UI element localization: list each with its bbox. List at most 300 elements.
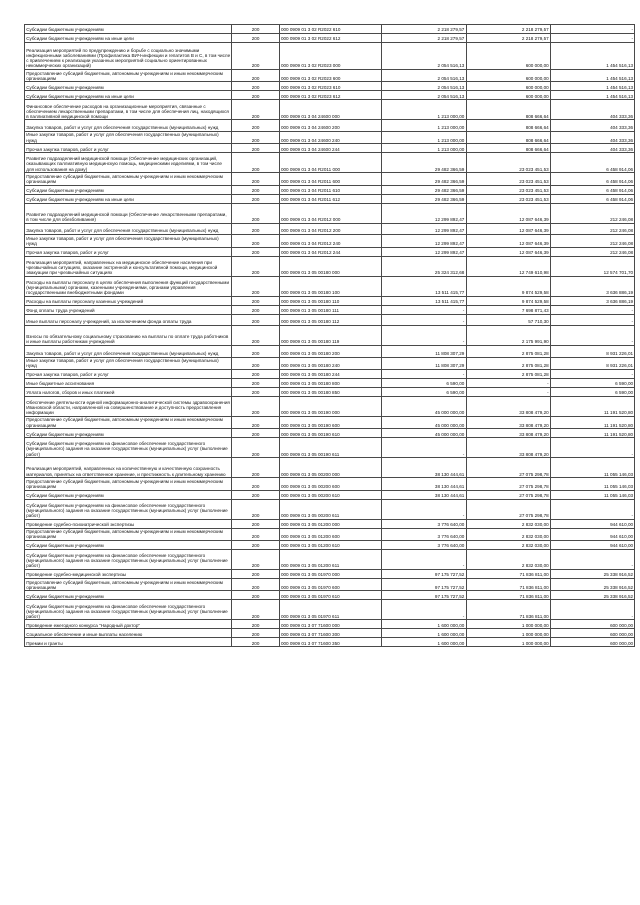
row-executed-amount: - (466, 378, 550, 387)
row-name: Проведение судебно-психиатрической экспертизы (25, 519, 232, 528)
row-approved-amount: 29 482 366,59 (382, 153, 466, 173)
row-approved-amount: - (382, 600, 466, 620)
table-row (25, 82, 635, 91)
row-approved-amount: 6 590,00 (382, 378, 466, 387)
row-line-code: 200 (232, 34, 279, 43)
row-budget-code: 000 0909 01 3 04 R2012 240 (279, 235, 381, 247)
row-budget-code: 000 0909 01 3 05 01200 600 (279, 528, 381, 540)
row-executed-amount: 2 875 081,28 (466, 357, 550, 369)
row-approved-amount: 2 054 516,13 (382, 70, 466, 82)
row-name: Развитие подразделений медицинской помощи (Обеспечение лекарственными препаратами, в том числе для обезболивания) (25, 203, 232, 223)
row-line-code: 200 (232, 519, 279, 528)
table-row (25, 438, 635, 458)
table-row (25, 120, 635, 132)
row-line-code: 200 (232, 378, 279, 387)
row-line-code: 200 (232, 305, 279, 314)
row-name: Предоставление субсидий бюджетным, автономным учреждениям и иным некоммерческим организациям (25, 416, 232, 428)
row-unexecuted-amount: 11 055 146,03 (550, 458, 634, 478)
row-executed-amount: 9 874 529,58 (466, 276, 550, 296)
row-unexecuted-amount: 212 246,08 (550, 247, 634, 256)
row-name: Субсидии бюджетным учреждениям на финансовое обеспечение государственного (муниципального) задания на оказание государственных (муниципальных) услуг (выполнение работ) (25, 600, 232, 620)
table-row (25, 378, 635, 387)
row-budget-code: 000 0909 01 3 04 R2011 612 (279, 194, 381, 203)
row-budget-code: 000 0909 01 3 04 R2011 000 (279, 153, 381, 173)
row-unexecuted-amount: 600 000,00 (550, 620, 634, 629)
row-name: Уплата налогов, сборов и иных платежей (25, 387, 232, 396)
row-budget-code: 000 0909 01 3 05 00190 611 (279, 438, 381, 458)
row-approved-amount: 97 175 727,52 (382, 591, 466, 600)
row-line-code: 200 (232, 346, 279, 358)
row-budget-code: 000 0909 01 3 02 R2022 612 (279, 34, 381, 43)
row-name: Субсидии бюджетным учреждениям (25, 185, 232, 194)
row-line-code: 200 (232, 43, 279, 70)
row-line-code: 200 (232, 82, 279, 91)
row-budget-code: 000 0909 01 3 04 24600 244 (279, 144, 381, 153)
row-name: Субсидии бюджетным учреждениям (25, 429, 232, 438)
table-row (25, 305, 635, 314)
row-budget-code: 000 0909 01 3 02 R2023 610 (279, 82, 381, 91)
row-line-code: 200 (232, 629, 279, 638)
row-name: Иные бюджетные ассигнования (25, 378, 232, 387)
row-executed-amount: 27 075 298,78 (466, 499, 550, 519)
row-approved-amount: 2 218 279,57 (382, 34, 466, 43)
row-unexecuted-amount: 212 246,08 (550, 235, 634, 247)
row-line-code: 200 (232, 91, 279, 100)
row-approved-amount: 45 000 000,00 (382, 416, 466, 428)
row-unexecuted-amount: 11 055 146,03 (550, 478, 634, 490)
budget-report-page (24, 24, 634, 647)
row-budget-code: 000 0909 01 3 02 R2022 610 (279, 25, 381, 34)
row-executed-amount: 23 023 451,53 (466, 185, 550, 194)
row-name: Проведение ежегодного конкурса "Народный доктор" (25, 620, 232, 629)
row-line-code: 200 (232, 528, 279, 540)
row-executed-amount: 2 875 081,28 (466, 369, 550, 378)
row-name: Закупка товаров, работ и услуг для обеспечения государственных (муниципальных) нужд (25, 223, 232, 235)
row-unexecuted-amount: - (550, 326, 634, 346)
row-budget-code: 000 0909 01 3 05 01200 000 (279, 519, 381, 528)
row-name: Прочая закупка товаров, работ и услуг (25, 144, 232, 153)
row-budget-code: 000 0909 01 3 05 00180 119 (279, 326, 381, 346)
row-line-code: 200 (232, 458, 279, 478)
row-budget-code: 000 0909 01 3 04 24600 200 (279, 120, 381, 132)
row-budget-code: 000 0909 01 3 04 R2012 000 (279, 203, 381, 223)
table-row (25, 43, 635, 70)
row-budget-code: 000 0909 01 3 04 24600 000 (279, 100, 381, 120)
row-budget-code: 000 0909 01 3 05 00180 200 (279, 346, 381, 358)
row-budget-code: 000 0909 01 3 05 00180 111 (279, 305, 381, 314)
row-unexecuted-amount: 6 590,00 (550, 387, 634, 396)
row-line-code: 200 (232, 120, 279, 132)
row-unexecuted-amount: 404 333,36 (550, 120, 634, 132)
table-row (25, 296, 635, 305)
row-budget-code: 000 0909 01 3 04 R2012 200 (279, 223, 381, 235)
row-unexecuted-amount: 1 454 516,13 (550, 70, 634, 82)
table-row (25, 173, 635, 185)
row-name: Субсидии бюджетным учреждениям на финансовое обеспечение государственного (муниципального) задания на оказание государственных (муниципальных) услуг (выполнение работ) (25, 499, 232, 519)
row-budget-code: 000 0909 01 3 04 R2012 244 (279, 247, 381, 256)
row-budget-code: 000 0909 01 3 05 00190 610 (279, 429, 381, 438)
row-unexecuted-amount: - (550, 369, 634, 378)
row-line-code: 200 (232, 387, 279, 396)
row-approved-amount: - (382, 369, 466, 378)
row-executed-amount: 2 218 279,57 (466, 25, 550, 34)
table-row (25, 416, 635, 428)
row-approved-amount: 25 324 312,68 (382, 256, 466, 276)
table-row (25, 519, 635, 528)
table-row (25, 541, 635, 550)
row-unexecuted-amount: - (550, 438, 634, 458)
row-budget-code: 000 0909 01 3 04 R2011 600 (279, 173, 381, 185)
table-row (25, 620, 635, 629)
row-line-code: 200 (232, 369, 279, 378)
row-line-code: 200 (232, 296, 279, 305)
row-executed-amount: 2 832 030,00 (466, 550, 550, 570)
row-approved-amount: - (382, 326, 466, 346)
row-executed-amount: 27 075 298,78 (466, 458, 550, 478)
row-budget-code: 000 0909 01 3 05 01970 611 (279, 600, 381, 620)
row-budget-code: 000 0909 01 3 05 00200 000 (279, 458, 381, 478)
row-budget-code: 000 0909 01 3 05 00200 610 (279, 490, 381, 499)
row-name: Субсидии бюджетным учреждениям (25, 82, 232, 91)
table-row (25, 194, 635, 203)
row-executed-amount: 57 710,30 (466, 314, 550, 326)
row-budget-code: 000 0909 01 3 05 00180 850 (279, 387, 381, 396)
row-unexecuted-amount: 1 454 516,13 (550, 82, 634, 91)
row-approved-amount: 38 130 444,61 (382, 458, 466, 478)
row-approved-amount: 29 482 366,59 (382, 173, 466, 185)
row-unexecuted-amount: - (550, 600, 634, 620)
row-executed-amount: 27 075 298,78 (466, 490, 550, 499)
row-line-code: 200 (232, 438, 279, 458)
row-line-code: 200 (232, 570, 279, 579)
row-line-code: 200 (232, 550, 279, 570)
row-budget-code: 000 0909 01 3 05 01200 610 (279, 541, 381, 550)
row-line-code: 200 (232, 600, 279, 620)
row-budget-code: 000 0909 01 3 02 R2023 612 (279, 91, 381, 100)
row-approved-amount: 12 299 892,47 (382, 203, 466, 223)
row-executed-amount: 12 087 646,39 (466, 235, 550, 247)
row-line-code: 200 (232, 478, 279, 490)
table-row (25, 499, 635, 519)
row-approved-amount: - (382, 499, 466, 519)
row-unexecuted-amount: 25 338 916,52 (550, 591, 634, 600)
row-name: Проведение судебно-медицинской экспертизы (25, 570, 232, 579)
row-executed-amount: 23 023 451,53 (466, 194, 550, 203)
row-approved-amount: 13 511 415,77 (382, 296, 466, 305)
row-unexecuted-amount: 8 931 226,01 (550, 357, 634, 369)
row-unexecuted-amount: 25 338 916,52 (550, 570, 634, 579)
row-unexecuted-amount: 212 246,08 (550, 203, 634, 223)
row-unexecuted-amount: 600 000,00 (550, 638, 634, 647)
row-executed-amount: 2 832 030,00 (466, 528, 550, 540)
row-executed-amount: 2 175 991,90 (466, 326, 550, 346)
row-approved-amount: 1 213 000,00 (382, 120, 466, 132)
row-line-code: 200 (232, 173, 279, 185)
row-executed-amount: 33 808 479,20 (466, 438, 550, 458)
table-row (25, 223, 635, 235)
row-name: Субсидии бюджетным учреждениям (25, 591, 232, 600)
row-executed-amount: 71 836 811,00 (466, 570, 550, 579)
row-name: Обеспечение деятельности единой информационно-аналитической системы здравоохранения Ивановской области, направленной на совершенствование и доступность предоставления информации (25, 396, 232, 416)
row-name: Расходы на выплаты персоналу в целях обеспечения выполнения функций государственными (муниципальными) органами, казенными учреждениями, органами управления государственными внебюджетными фондами (25, 276, 232, 296)
table-row (25, 276, 635, 296)
row-unexecuted-amount: - (550, 34, 634, 43)
row-executed-amount: 33 808 479,20 (466, 416, 550, 428)
row-executed-amount: 71 836 811,00 (466, 600, 550, 620)
row-budget-code: 000 0909 01 3 05 00190 000 (279, 396, 381, 416)
row-approved-amount: 45 000 000,00 (382, 429, 466, 438)
row-approved-amount: 1 600 000,00 (382, 620, 466, 629)
row-name: Премии и гранты (25, 638, 232, 647)
row-unexecuted-amount: 6 458 914,06 (550, 194, 634, 203)
row-budget-code: 000 0909 01 3 07 71600 000 (279, 620, 381, 629)
table-row (25, 203, 635, 223)
row-approved-amount: 38 130 444,61 (382, 478, 466, 490)
row-name: Расходы на выплаты персоналу казенных учреждений (25, 296, 232, 305)
row-line-code: 200 (232, 70, 279, 82)
row-name: Субсидии бюджетным учреждениям (25, 490, 232, 499)
budget-execution-table (24, 24, 635, 647)
row-line-code: 200 (232, 620, 279, 629)
row-approved-amount: 2 054 516,13 (382, 43, 466, 70)
table-row (25, 235, 635, 247)
row-executed-amount: 600 000,00 (466, 91, 550, 100)
row-executed-amount: 33 808 479,20 (466, 396, 550, 416)
row-name: Иные закупки товаров, работ и услуг для обеспечения государственных (муниципальных) нужд (25, 235, 232, 247)
row-budget-code: 000 0909 01 3 05 00180 240 (279, 357, 381, 369)
row-approved-amount: 45 000 000,00 (382, 396, 466, 416)
row-unexecuted-amount: 404 333,36 (550, 100, 634, 120)
row-name: Субсидии бюджетным учреждениям на иные цели (25, 91, 232, 100)
row-line-code: 200 (232, 256, 279, 276)
table-row (25, 91, 635, 100)
row-name: Закупка товаров, работ и услуг для обеспечения государственных (муниципальных) нужд (25, 346, 232, 358)
row-line-code: 200 (232, 144, 279, 153)
table-row (25, 528, 635, 540)
row-approved-amount: 29 482 366,59 (382, 185, 466, 194)
row-name: Предоставление субсидий бюджетным, автономным учреждениям и иным некоммерческим организациям (25, 528, 232, 540)
row-executed-amount: 27 075 298,78 (466, 478, 550, 490)
row-line-code: 200 (232, 100, 279, 120)
row-unexecuted-amount: 3 636 886,19 (550, 296, 634, 305)
table-row (25, 247, 635, 256)
row-unexecuted-amount: 944 610,00 (550, 519, 634, 528)
row-unexecuted-amount: 1 454 516,13 (550, 91, 634, 100)
row-unexecuted-amount: 6 590,00 (550, 378, 634, 387)
table-row (25, 629, 635, 638)
row-unexecuted-amount: 404 333,36 (550, 144, 634, 153)
table-row (25, 458, 635, 478)
table-row (25, 314, 635, 326)
row-unexecuted-amount: - (550, 499, 634, 519)
row-line-code: 200 (232, 203, 279, 223)
row-unexecuted-amount: - (550, 25, 634, 34)
row-name: Предоставление субсидий бюджетным, автономным учреждениям и иным некоммерческим организациям (25, 478, 232, 490)
row-executed-amount: 1 000 000,00 (466, 638, 550, 647)
row-line-code: 200 (232, 591, 279, 600)
table-row (25, 153, 635, 173)
row-budget-code: 000 0909 01 3 05 01970 610 (279, 591, 381, 600)
row-executed-amount: 23 023 451,53 (466, 153, 550, 173)
row-budget-code: 000 0909 01 3 05 00180 110 (279, 296, 381, 305)
row-unexecuted-amount: 6 458 914,06 (550, 173, 634, 185)
table-row (25, 256, 635, 276)
row-name: Предоставление субсидий бюджетным, автономным учреждениям и иным некоммерческим организациям (25, 579, 232, 591)
row-name: Фонд оплаты труда учреждений (25, 305, 232, 314)
table-row (25, 638, 635, 647)
row-line-code: 200 (232, 276, 279, 296)
row-budget-code: 000 0909 01 3 07 71600 350 (279, 638, 381, 647)
table-row (25, 570, 635, 579)
row-budget-code: 000 0909 01 3 02 R2023 600 (279, 70, 381, 82)
row-approved-amount: 2 218 279,57 (382, 25, 466, 34)
row-budget-code: 000 0909 01 3 05 00200 600 (279, 478, 381, 490)
row-unexecuted-amount: 944 610,00 (550, 541, 634, 550)
row-approved-amount: 6 590,00 (382, 387, 466, 396)
row-unexecuted-amount: 11 191 520,80 (550, 416, 634, 428)
row-name: Субсидии бюджетным учреждениям на иные цели (25, 194, 232, 203)
table-row (25, 579, 635, 591)
row-line-code: 200 (232, 416, 279, 428)
row-name: Субсидии бюджетным учреждениям (25, 25, 232, 34)
row-approved-amount: 3 776 640,00 (382, 519, 466, 528)
row-executed-amount: 33 808 479,20 (466, 429, 550, 438)
row-name: Субсидии бюджетным учреждениям на иные цели (25, 34, 232, 43)
row-executed-amount: 71 836 811,00 (466, 579, 550, 591)
row-approved-amount: 2 054 516,13 (382, 91, 466, 100)
table-row (25, 357, 635, 369)
row-line-code: 200 (232, 396, 279, 416)
table-row (25, 396, 635, 416)
row-executed-amount: 7 698 871,43 (466, 305, 550, 314)
row-unexecuted-amount: 11 191 520,80 (550, 396, 634, 416)
table-row (25, 326, 635, 346)
row-executed-amount: 1 000 000,00 (466, 629, 550, 638)
row-executed-amount: 600 000,00 (466, 43, 550, 70)
row-line-code: 200 (232, 131, 279, 143)
row-approved-amount: 13 511 415,77 (382, 276, 466, 296)
row-budget-code: 000 0909 01 3 05 00180 244 (279, 369, 381, 378)
row-line-code: 200 (232, 25, 279, 34)
row-unexecuted-amount: 600 000,00 (550, 629, 634, 638)
table-row (25, 70, 635, 82)
row-executed-amount: 600 000,00 (466, 70, 550, 82)
row-budget-code: 000 0909 01 3 07 71600 300 (279, 629, 381, 638)
row-executed-amount: 9 874 529,58 (466, 296, 550, 305)
row-budget-code: 000 0909 01 3 05 00190 600 (279, 416, 381, 428)
row-unexecuted-amount: - (550, 314, 634, 326)
row-approved-amount: 12 299 892,47 (382, 235, 466, 247)
row-unexecuted-amount: 12 574 701,70 (550, 256, 634, 276)
row-line-code: 200 (232, 499, 279, 519)
table-row (25, 346, 635, 358)
row-line-code: 200 (232, 638, 279, 647)
row-executed-amount: 23 023 451,53 (466, 173, 550, 185)
table-row (25, 144, 635, 153)
row-budget-code: 000 0909 01 3 05 00180 112 (279, 314, 381, 326)
table-row (25, 100, 635, 120)
row-budget-code: 000 0909 01 3 05 01970 600 (279, 579, 381, 591)
row-executed-amount: 808 666,64 (466, 120, 550, 132)
row-approved-amount: 38 130 444,61 (382, 490, 466, 499)
row-unexecuted-amount: 6 458 914,06 (550, 185, 634, 194)
row-name: Прочая закупка товаров, работ и услуг (25, 247, 232, 256)
row-approved-amount: 29 482 366,59 (382, 194, 466, 203)
table-row (25, 550, 635, 570)
row-name: Предоставление субсидий бюджетным, автономным учреждениям и иным некоммерческим организациям (25, 70, 232, 82)
row-executed-amount: 808 666,64 (466, 131, 550, 143)
row-unexecuted-amount: 25 338 916,52 (550, 579, 634, 591)
row-unexecuted-amount: 3 636 886,19 (550, 276, 634, 296)
row-approved-amount: 1 213 000,00 (382, 100, 466, 120)
row-name: Субсидии бюджетным учреждениям (25, 541, 232, 550)
row-line-code: 200 (232, 357, 279, 369)
row-budget-code: 000 0909 01 3 05 00180 100 (279, 276, 381, 296)
row-name: Реализация мероприятий, направленных на медицинское обеспечение населения при чрезвычайных ситуациях, оказание экстренной и консультативной помощи, медицинской эвакуации при чрезвычайных ситуациях (25, 256, 232, 276)
row-executed-amount: 12 749 610,98 (466, 256, 550, 276)
row-unexecuted-amount: 6 458 914,06 (550, 153, 634, 173)
table-row (25, 34, 635, 43)
row-line-code: 200 (232, 153, 279, 173)
row-name: Социальное обеспечение и иные выплаты населению (25, 629, 232, 638)
row-approved-amount: 1 213 000,00 (382, 131, 466, 143)
row-approved-amount: 97 175 727,52 (382, 570, 466, 579)
table-row (25, 369, 635, 378)
row-line-code: 200 (232, 429, 279, 438)
row-approved-amount: 1 600 000,00 (382, 638, 466, 647)
row-approved-amount: 1 213 000,00 (382, 144, 466, 153)
row-budget-code: 000 0909 01 3 04 24600 240 (279, 131, 381, 143)
row-name: Прочая закупка товаров, работ и услуг (25, 369, 232, 378)
row-budget-code: 000 0909 01 3 05 01970 000 (279, 570, 381, 579)
row-unexecuted-amount: 8 931 226,01 (550, 346, 634, 358)
row-approved-amount: - (382, 305, 466, 314)
row-budget-code: 000 0909 01 3 02 R2023 000 (279, 43, 381, 70)
row-approved-amount: 11 808 307,29 (382, 357, 466, 369)
row-approved-amount: - (382, 314, 466, 326)
row-line-code: 200 (232, 223, 279, 235)
row-executed-amount: 1 000 000,00 (466, 620, 550, 629)
row-executed-amount: 808 666,64 (466, 100, 550, 120)
table-row (25, 478, 635, 490)
row-unexecuted-amount: - (550, 305, 634, 314)
row-name: Субсидии бюджетным учреждениям на финансовое обеспечение государственного (муниципального) задания на оказание государственных (муниципальных) услуг (выполнение работ) (25, 550, 232, 570)
row-name: Реализация мероприятий, направленных на количественную и качественную сохранность материалов, принятых на ответственное хранение, и престижность к длительному хранению (25, 458, 232, 478)
row-approved-amount: 1 600 000,00 (382, 629, 466, 638)
row-approved-amount: 12 299 892,47 (382, 247, 466, 256)
row-unexecuted-amount: 11 191 520,80 (550, 429, 634, 438)
table-body (25, 25, 635, 647)
row-unexecuted-amount: - (550, 550, 634, 570)
row-line-code: 200 (232, 490, 279, 499)
row-executed-amount: 71 836 811,00 (466, 591, 550, 600)
table-row (25, 131, 635, 143)
row-name: Развитие подразделений медицинской помощи (Обеспечение медицинских организаций, оказывающих паллиативную медицинскую помощь, медицинскими изделиями, в том числе для использования на дому) (25, 153, 232, 173)
row-executed-amount: 600 000,00 (466, 82, 550, 91)
row-executed-amount: 2 832 030,00 (466, 519, 550, 528)
row-approved-amount: 11 808 307,29 (382, 346, 466, 358)
row-line-code: 200 (232, 579, 279, 591)
row-line-code: 200 (232, 194, 279, 203)
row-approved-amount: 2 054 516,13 (382, 82, 466, 91)
row-budget-code: 000 0909 01 3 04 R2011 610 (279, 185, 381, 194)
row-executed-amount: 2 875 081,28 (466, 346, 550, 358)
table-row (25, 429, 635, 438)
row-unexecuted-amount: 212 246,08 (550, 223, 634, 235)
row-budget-code: 000 0909 01 3 05 01200 611 (279, 550, 381, 570)
row-approved-amount: 3 776 640,00 (382, 541, 466, 550)
row-executed-amount: 2 218 279,57 (466, 34, 550, 43)
